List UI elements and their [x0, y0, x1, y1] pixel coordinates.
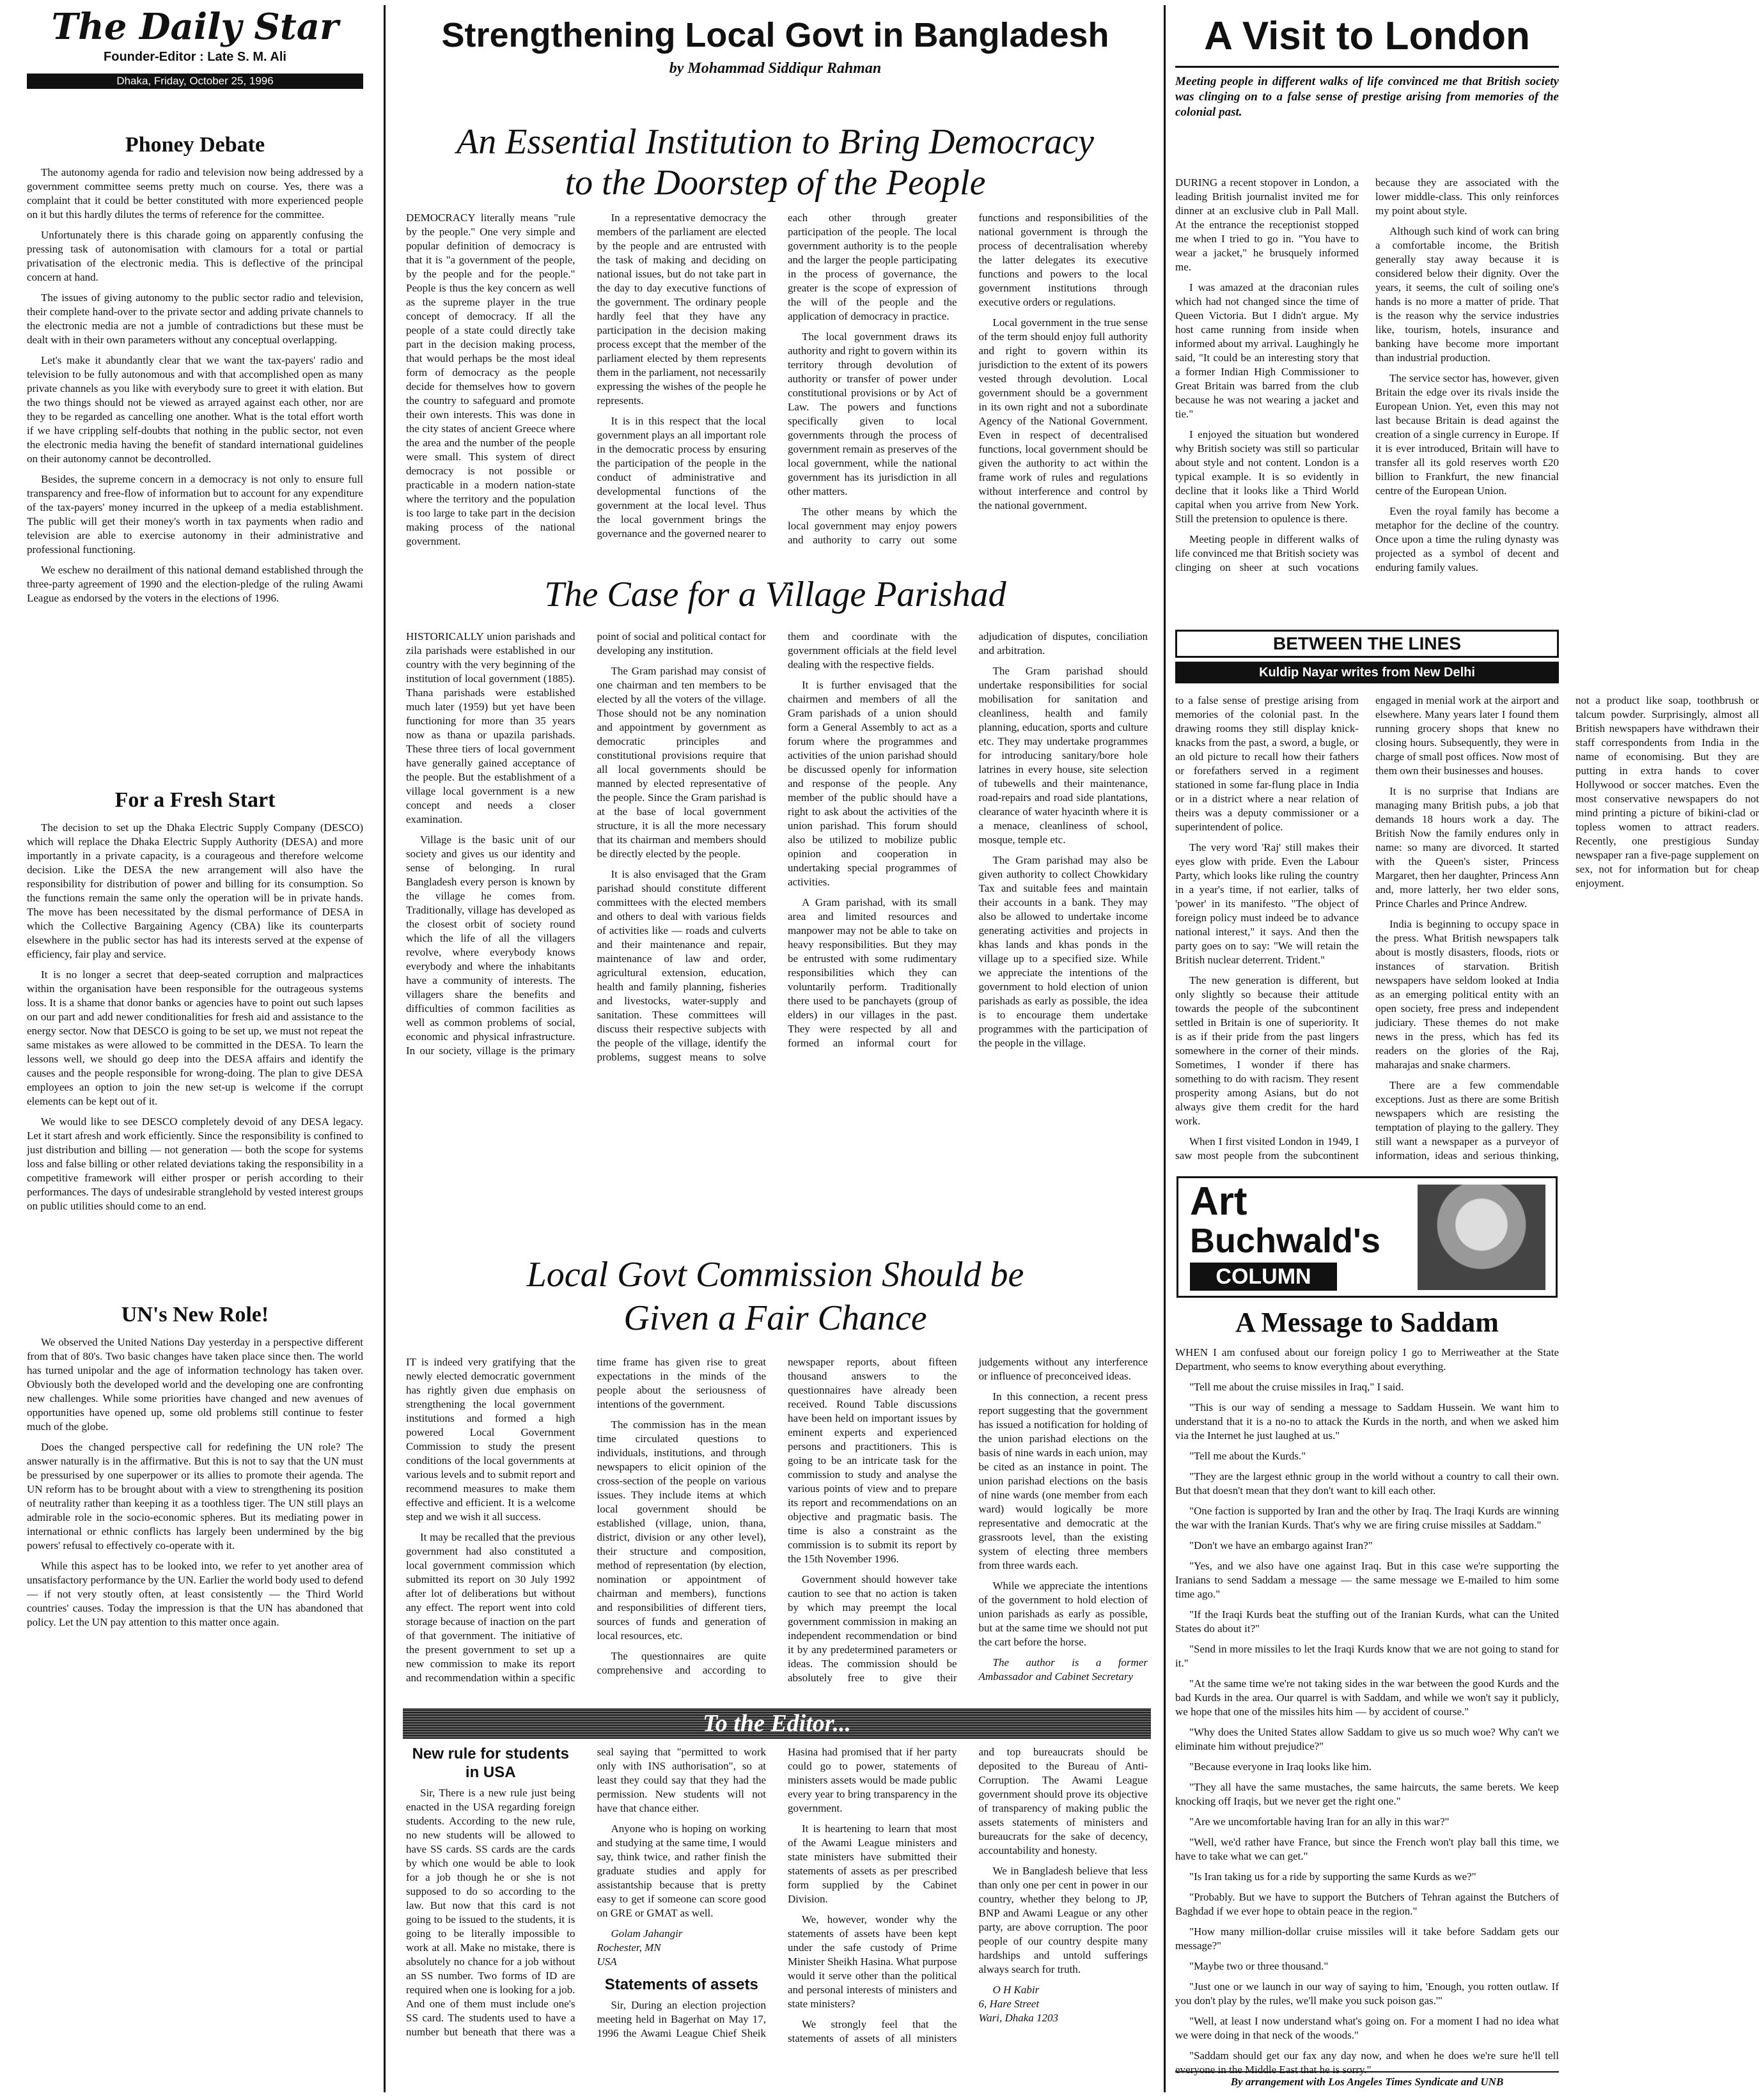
paragraph: It is also envisaged that the Gram parishad should constitute different committees with the elected members and others to deal with various fields of activities like — roads and culverts and their maintenance and repair, maintenance of law and order, agricultural extension, education, health and family planning, fisheries and livestocks, water-supply and sanitation. These committees will discuss their respective subjects with the people of the village, identify the problems, suggest means to solve them and coordinate with the government officials at the field level dealing with the respective fields.: [597, 630, 957, 1063]
paragraph: There are a few commendable exceptions. Just as there are some British newspapers which are resisting the temptation of playing to the gallery. They still want a newspaper as a purveyor of information, ideas and serious thinking, not a product like soap, toothbrush or talcum powder. Surprisingly, almost all British newspapers have withdrawn their staff correspondents from India in the name of economising. But they are putting in extra hands to cover Hollywood or soccer matches. Even the most conservative newspapers do not mind printing a picture of bikini-clad or topless women to attract readers. Recently, one prestigious Sunday newspaper ran a five-page supplement on sex, not for information but for cheap enjoyment.: [1375, 694, 1759, 1162]
letter-title: New rule for students: [412, 1745, 569, 1762]
paragraph: The Gram parishad may also be given authority to collect Chowkidary Tax and suitable fees and maintain their accounts in a bank. They may also be allowed to undertake income generating activities and projects in khas lands and khas ponds in the village up to a specified size. While we appreciate the intentions of the government to hold election of union parishads as early as possible, the idea is to encourage them undertake programmes with the participation of the people in the village.: [978, 854, 1148, 1049]
paragraph: "Well, at least I now understand what's going on. For a moment I had no idea what we were doing in that neck of the woods.": [1175, 2015, 1559, 2041]
paragraph: "They all have the same mustaches, the same haircuts, the same berets. We keep knocking off Iraqis, but we never get the right one.": [1175, 1781, 1559, 1807]
paragraph: The new generation is different, but only slightly so because their attitude towards the people of the subcontinent settled in Britain is one of superiority. It is as if their pride from the past lingers somewhere in the corner of their minds. Sometimes, I wonder if there has something to do with racism. They resent prosperity among Asians, but do not always give them credit for the hard work.: [1175, 974, 1359, 1127]
london-headline: A Visit to London: [1204, 14, 1530, 58]
section-three-body: [406, 1355, 1148, 1704]
paragraph: It is no longer a secret that deep-seated corruption and malpractices within the organisation have been responsible for the outrageous systems loss. It is a shame that donor banks or agencies have to point out such lapses on our part and add newer conditionalities for fresh aid and assistance to the energy sector. Now that DESCO is going to be set up, we must not repeat the same mistakes as were allowed to be committed in the DESA. To learn the lessons well, we should go deep into the DESA affairs and identify the causes and the people responsible for wrong-doing. The plan to give DESA employees an option to join the new set-up is welcome if the corrupt elements can be kept out of it.: [27, 968, 363, 1107]
paragraph: We in Bangladesh believe that less than only one per cent in power in our country, whether they belong to JP, BNP and Awami League or any other party, are above corruption. The poor people of our country despite many hardships and untold sufferings always search for truth.: [978, 1865, 1148, 1975]
section-two-title: [396, 572, 1154, 623]
paragraph: The commission has in the mean time circulated questions to individuals, institutions, and through newspapers to elicit opinion of the cross-section of the people on various issues. They include items at which local government should be established (village, union, thana, district, division or any other level), their structure and composition, method of representation (by election, nomination or appointment of chairman and members), functions and responsibilities of different tiers, sources of funds and generation of local resources, etc.: [597, 1419, 766, 1642]
paragraph: It is heartening to learn that most of the Awami League ministers and state ministers have submitted their statements of assets as per prescribed form supplied by the Cabinet Division.: [788, 1823, 957, 1905]
paragraph: When I first visited London in 1949, I saw most people from the subcontinent engaged in menial work at the airport and elsewhere. Many years later I found them running grocery shops that knew no closing hours. Subsequently, they were in charge of small post offices. Now most of them own their businesses and houses.: [1175, 694, 1559, 1162]
paragraph: We would like to see DESCO completely devoid of any DESA legacy. Let it start afresh and work efficiently. Since the responsibility is confined to just distribution and billing — not generation — both the scope for systems loss and false billing or other related deviations taking the responsibility in a competitive framework will either prosper or perish according to their performances. The days of undesirable stranglehold by vested interest groups on public utilities should come to an end.: [27, 1116, 363, 1212]
paragraph: "Tell me about the cruise missiles in Iraq," I said.: [1189, 1381, 1404, 1393]
section-three-title: [396, 1253, 1154, 1349]
paragraph: The autonomy agenda for radio and television now being addressed by a government committee seems pretty much on course. Yes, there was a complaint that it could be better constituted with more experienced people on it but this hardly dilutes the terms of reference for the committee.: [27, 166, 363, 221]
paragraph: "Because everyone in Iraq looks like him.: [1189, 1761, 1372, 1773]
paragraph: "Just one or we launch in our way of saying to him, 'Enough, you rotten outlaw. If you don't play by the rules, we'll make you suck poison gas.'": [1175, 1980, 1559, 2007]
section-one-body: [406, 211, 1148, 569]
banner-line: Buchwald's: [1190, 1222, 1380, 1260]
paragraph: Meeting people in different walks of life convinced me that British society was clinging on sheer at such vocations because they are associated with the lower middle-class. This only reinforces my point about style.: [1175, 176, 1559, 573]
editorial-phoney-debate: [27, 131, 363, 783]
editorial-title: UN's New Role!: [121, 1303, 269, 1326]
paragraph: Government should however take caution to see that no action is taken by which may preempt the local government commission in making an independent recommendation or bind it by any predetermined parameters or ideas. The commission should be absolutely free to give their judgements without any interference or influence of preconceived ideas.: [788, 1356, 1148, 1684]
paragraph: While we appreciate the intentions of the government to hold election of union parishads as early as possible, but at the same time we should not put the cart before the horse.: [978, 1580, 1148, 1648]
paragraph: "Maybe two or three thousand.": [1189, 1960, 1329, 1972]
london-body: [1175, 176, 1559, 617]
paragraph: "Probably. But we have to support the Butchers of Tehran against the Butchers of Baghdad if we ever hope to obtain peace in the region.": [1175, 1891, 1559, 1917]
paragraph: Does the changed perspective call for redefining the UN role? The answer naturally is in the affirmative. But this is not to say that the UN must be pressurised by one superpower or its allies to promote their agenda. The UN reform has to be brought about with a view to strengthening its position of neutrality rather than keeping it as a toothless tiger. The UN still plays an admirable role in the socio-economic spheres. But its mediating power in international or ethnic conflicts has largely been undermined by the big powers' refusal to effectively co-operate with it.: [27, 1441, 363, 1552]
paragraph: India is beginning to occupy space in the press. What British newspapers talk about is mostly disasters, floods, riots or instances of starvation. British newspapers have seldom looked at India as an emerging political entity with an open society, free press and independent judiciary. These themes do not make news in the press, which has fed its readers on the glories of the Raj, maharajas and snake charmers.: [1375, 918, 1559, 1071]
paragraph: Even the royal family has become a metaphor for the decline of the country. Once upon a time the ruling dynasty was projected as a symbol of decent and enduring family values.: [1375, 505, 1559, 573]
paragraph: "Are we uncomfortable having Iran for an ally in this war?": [1189, 1816, 1450, 1828]
paragraph: Local government in the true sense of the term should enjoy full authority and right to govern within its jurisdiction to the extent of its powers vested through devolution. Local government should be a government in its own right and not a subordinate Agency of the National Government. Even in respect of decentralised functions, local government should be given the authority to act within the frame work of rules and regulations without interference and control by the national government.: [978, 316, 1148, 511]
main-feature-header: [396, 13, 1154, 89]
banner-box: [1175, 630, 1559, 658]
letter-title: Statements of assets: [604, 1976, 758, 1993]
letter-title: in USA: [465, 1764, 516, 1781]
section-title-line: Local Govt Commission Should be: [526, 1255, 1024, 1295]
banner-line: Art: [1190, 1179, 1247, 1224]
paragraph: Village is the basic unit of our society and gives us our identity and sense of belonging. In rural Bangladesh every person is known by the village he comes from. Traditionally, village has developed as the closest orbit of society round which the life of all the villagers revolve, where everybody knows everybody and where the inhabitants have a community of interests. The villagers share the benefits and difficulties of common facilities as well as common problems of social, economic and physical infrastructure. In our society, village is the primary point of social and political contact for developing any institution.: [406, 630, 766, 1057]
author-note: The author is a former Ambassador and Cabinet Secretary: [978, 1656, 1148, 1683]
column-rule: [384, 5, 386, 2092]
paragraph: The local government draws its authority and right to govern within its territory through devolution of authority or transfer of power under constitutional provisions or by Act of Law. The powers and functions specifically given to local governments through the process of government remain as preserves of the local government, while the national government has its jurisdiction in all other matters.: [788, 331, 957, 497]
paragraph: The Gram parishad may consist of one chairman and ten members to be elected by all the voters of the village. Those should not be any nomination and appointment by government as democratic principles and constitutional provisions require that all local governments should be manned by elected representative of the people. Since the Gram parishad is at the base of local government structure, it is all the more necessary that its chairman and members should be directly elected by the people.: [597, 665, 766, 860]
paragraph: "Tell me about the Kurds.": [1189, 1450, 1306, 1462]
paragraph: "Why does the United States allow Saddam to give us so much woe? Why can't we eliminate him without prejudice?": [1175, 1726, 1559, 1752]
paragraph: The decision to set up the Dhaka Electric Supply Company (DESCO) which will replace the Dhaka Electric Supply Authority (DESA) and more importantly in a private capacity, is a courageous and therefore welcome decision. Like the DESA the new arrangement will also have the responsibility for distribution of power and billing for its consumption. So the functions remain the same only the operation will be in private hands. The move has been necessitated by the dismal performance of DESA in which the Collective Bargaining Agency (CBA) like its counterparts elsewhere in the public sector has had its interests served at the expense of efficiency, fair play and service.: [27, 821, 363, 960]
paragraph: "One faction is supported by Iran and the other by Iraq. The Iraqi Kurds are winning the war with the Iranian Kurds. That's why we are firing cruise missiles at Saddam.": [1175, 1505, 1559, 1531]
date-line: Dhaka, Friday, October 25, 1996: [27, 74, 363, 89]
buchwald-headline: A Message to Saddam: [1235, 1307, 1499, 1338]
paragraph: "If the Iraqi Kurds beat the stuffing out of the Iranian Kurds, what can the United States do about it?": [1175, 1608, 1559, 1635]
byline: by Mohammad Siddiqur Rahman: [669, 60, 882, 77]
paragraph: "Is Iran taking us for a ride by supporting the same Kurds as we?": [1189, 1871, 1476, 1883]
paragraph: It is further envisaged that the chairmen and members of all the Gram parishads of a union should form a General Assembly to act as a forum where the programmes and activities of the union parishad should be discussed openly for information and response of the people. Any member of the public should have a right to ask about the activities of the union parishad. This forum should also be utilized to mobilize public opinion and cooperation in undertaking special programmes of activities.: [788, 679, 957, 888]
section-two-body: [406, 630, 1148, 1240]
london-header: [1175, 10, 1559, 176]
author-photo: [1418, 1185, 1545, 1290]
paragraph: Sir, During an election projection meeting held in Bagerhat on May 17, 1996 the Awami League Chief Sheik Hasina had promised that if her party could go to power, statements of ministers assets would be made public every year to bring transparency in the government.: [597, 1746, 957, 2039]
paragraph: WHEN I am confused about our foreign policy I go to Merriweather at the State Department, who seems to know everything about everything.: [1175, 1346, 1559, 1373]
paragraph: While this aspect has to be looked into, we refer to yet another area of unsatisfactory performance by the UN. Earlier the world body used to defend — if not very stoutly often, at least consistently — the Third World countries' causes. Today the impression is that the UN has abandoned that policy. Let the UN pay attention to this matter once again.: [27, 1560, 363, 1628]
buchwald-body: [1175, 1346, 1559, 2076]
paragraph: Although such kind of work can bring a comfortable income, the British generally stay away because it is considered below their dignity. Over the years, it seems, the cult of soiling one's hands is no more a matter of pride. That is the reason why the service industries like, tourism, hotels, insurance and banking have become more important than industrial production.: [1375, 225, 1559, 364]
paragraph: I was amazed at the draconian rules which had not changed since the time of Queen Victoria. But I didn't argue. My host came running from inside when informed about my arrival. Laughingly he said, "It could be an interesting story that a former Indian High Commissioner to Great Britain was barred from the club because he was not wearing a jacket and tie.": [1175, 281, 1359, 420]
masthead: [27, 6, 363, 102]
paragraph: The issues of giving autonomy to the public sector radio and television, their complete hand-over to the private sector and adding private channels to the electronic media are not a jumble of contradictions but these must be dealt with in their own parameters without any conceptual overlapping.: [27, 292, 363, 346]
paragraph: The very word 'Raj' still makes their eyes glow with pride. Even the Labour Party, which looks like ruling the country in a year's time, if not earlier, talks of 'power' in its manifesto. "The object of foreign policy must indeed be to advance national interest," it says. And then the party goes on to say: "We will retain the British nuclear deterrent. Trident.": [1175, 841, 1359, 966]
paragraph: In this connection, a recent press report suggesting that the government has issued a notification for holding of the union parishad elections on the basis of nine wards in each union, may be cited as an instance in point. The union parishad elections on the basis of nine wards (one member from each ward) would logically be more representative and democratic at the grassroots level, than the existing system of electing three members from three wards each.: [978, 1390, 1148, 1571]
paragraph: IT is indeed very gratifying that the newly elected democratic government has rightly given due emphasis on strengthening the local government institutions and formed a high powered Local Government Commission to study the present conditions of the local governments at various levels and to submit report and recommend measures to make them effective and efficient. It is a welcome step and we wish it all success.: [406, 1356, 575, 1523]
paragraph: Unfortunately there is this charade going on apparently confusing the pressing task of autonomisation with clamours for a total or partial privatisation of the electronic media. This is deflective of the principal concern at hand.: [27, 229, 363, 283]
main-headline: Strengthening Local Govt in Bangladesh: [441, 16, 1109, 54]
paragraph: "Yes, and we also have one against Iraq. But in this case we're supporting the Iranians to send Saddam a message — the same message we E-mailed to him some time ago.": [1175, 1560, 1559, 1600]
paragraph: A Gram parishad, with its small area and limited resources and manpower may not be able to take on heavy responsibilities. But they may be entrusted with some rudimentary responsibilities which they can voluntarily perform. Traditionally there used to be panchayets (group of elders) in our villages in the past. They were respected by all and formed an informal court for adjudication of disputes, conciliation and arbitration.: [788, 630, 1148, 1049]
letters-banner: To the Editor...: [403, 1708, 1151, 1739]
editorial-un-role: [27, 1301, 363, 2090]
section-title-line: An Essential Institution to Bring Democracy: [457, 122, 1094, 162]
paragraph: "They are the largest ethnic group in the world without a country to call their own. But that doesn't mean that they don't want to kill each other.: [1175, 1470, 1559, 1497]
paragraph: to a false sense of prestige arising from memories of the colonial past. In the drawing rooms they still display knick-knacks from the past, a sword, a bugle, or an old picture to recall how their fathers or forefathers served in a regiment stationed in some far-flung place in India or in a district where a near relation of theirs was a deputy commissioner or a superintendent of police.: [1175, 694, 1359, 833]
paragraph: "Saddam should get our fax any day now, and when he does we're sure he'll tell everyone in the Middle East that he is sorry.": [1175, 2049, 1559, 2076]
letter-signature: O H Kabir 6, Hare Street Wari, Dhaka 1203: [978, 1984, 1059, 2024]
rule: [1175, 66, 1559, 68]
between-the-lines-banner: [1175, 630, 1559, 687]
paragraph: It may be recalled that the previous government had also constituted a local government commission which submitted its report on 30 July 1992 after lot of deliberations but without any effect. The report went into cold storage because of inaction on the part of that government. The initiative of the present government to set up a new commission to make its report and recommendation within a specific time frame has given rise to great expectations in the minds of the people about the seriousness of intentions of the government.: [406, 1356, 766, 1684]
paragraph: "Don't we have an embargo against Iran?": [1189, 1539, 1373, 1552]
paragraph: In a representative democracy the members of the parliament are elected by the people and are entrusted with the task of making and deciding on national issues, but do not take part in the day to day executive functions of the government. The ordinary people hardly feel that they have any participation in the decision making process except that the member of the parliament elected by them represents them in the parliament, not necessarily expressing the wishes of the people he represents.: [597, 212, 766, 407]
paragraph: DURING a recent stopover in London, a leading British journalist invited me for dinner at an exclusive club in Pall Mall. At the entrance the receptionist stopped me when I tried to go in. "You have to wear a jacket," he brusquely informed me.: [1175, 176, 1359, 273]
founder-editor: Founder-Editor : Late S. M. Ali: [104, 50, 286, 64]
section-title-line: to the Doorstep of the People: [565, 163, 986, 203]
paragraph: The service sector has, however, given Britain the edge over its rivals inside the European Union. Yet, even this may not last because Britain is dead against the creation of a single currency in Europe. If it is ever introduced, Britain will have to transfer all its gold reserves worth £20 billion to Frankfurt, the new financial centre of the European Union.: [1375, 372, 1559, 497]
london-standfirst: Meeting people in different walks of life convinced me that British society was clinging on to a false sense of prestige arising from memories of the colonial past.: [1175, 75, 1559, 119]
paragraph: Let's make it abundantly clear that we want the tax-payers' radio and television to be fully autonomous and with that accomplished open as many private channels as you like with everybody sure to greet it with elation. But the two things should not be viewed as arrayed against each other, nor are they to be regarded as cancelling one another. What is the total effort worth if we have crippling self-doubts that nothing in the public sector, not even the electronic media having the benefit of standard international guidelines on their autonomy cannot be decontrolled.: [27, 354, 363, 465]
buchwald-banner: [1177, 1176, 1558, 1298]
paragraph: "At the same time we're not taking sides in the war between the good Kurds and the bad Kurds in the area. Our quarrel is with Saddam, and while we won't say it publicly, we hope that one of the missiles hits him — by accident of course.": [1175, 1677, 1559, 1718]
paragraph: HISTORICALLY union parishads and zila parishads were established in our country with the very beginning of the institution of local government (1885). Thana parishads were established much later (1959) but yet have been functioning for more than 35 years now as thana or upazila parishads. These three tiers of local government have generally gained acceptance of the people. But the establishment of a village local government is a new concept and needs a closer examination.: [406, 630, 575, 825]
column-sub: Kuldip Nayar writes from New Delhi: [1175, 662, 1559, 683]
editorial-title: For a Fresh Start: [114, 788, 276, 812]
paragraph: Sir, There is a new rule just being enacted in the USA regarding foreign students. According to the new rule, no new students will be allowed to have SS cards. SS cards are the cards by which one would be able to look for a job though he or she is not supposed to do so according to the law. But now that this card is not going to be issued to the students, it is going to be literally impossible to work at all. Make no mistake, there is absolutely no chance for a job without an SS number. Two forms of ID are required when one is looking for a job. And one of them must include one's SS card. The students used to have a number but beneath that there was a seal saying that "permitted to work only with INS authorisation", so at least they could say that they had the permission. New students will not have that chance either.: [406, 1746, 766, 2038]
paragraph: Anyone who is hoping on working and studying at the same time, I would say, think twice, and rather finish the graduate studies and apply for assistantship because that is pretty easy to get if someone can score good on GRE or GMAT as well.: [597, 1823, 766, 1919]
london-lower-body: [1175, 694, 1759, 1170]
paragraph: We observed the United Nations Day yesterday in a perspective different from that of 80's. Two basic changes have taken place since then. The world has turned unipolar and the age of information technology has taken over. Obviously both the developed world and the developing one are confronting new challenges. While some priorities have changed and new avenues of opportunities have opened up, some old problems still continue to fester much of the globe.: [27, 1336, 363, 1433]
column-banner: BETWEEN THE LINES: [1272, 634, 1461, 653]
paragraph: "Send in more missiles to let the Iraqi Kurds know that we are not going to stand for it.": [1175, 1643, 1559, 1669]
editorial-title: Phoney Debate: [125, 133, 265, 157]
paragraph: "This is our way of sending a message to Saddam Hussein. We want him to understand that it is a no-no to attack the Kurds in the north, and when we asked him via the Internet he just laughed at us.": [1175, 1401, 1559, 1442]
banner-line: COLUMN: [1190, 1263, 1337, 1291]
buchwald-headline-block: [1175, 1304, 1559, 1342]
syndication-credit: By arrangement with Los Angeles Times Syndicate and UNB: [1175, 2071, 1559, 2094]
paragraph: We eschew no derailment of this national demand established through the three-party agreement of 1990 and the election-pledge of the ruling Awami League as endorsed by the voters in the elections of 1996.: [27, 564, 363, 604]
paragraph: The other means by which the local government may enjoy powers and authority to carry out some functions and responsibilities of the national government is through the process of decentralisation whereby the latter delegates its executive functions and powers to the local government institutions through executive orders or regulations.: [788, 212, 1148, 546]
paragraph: It is no surprise that Indians are managing many British pubs, a job that demands 18 hours work a day. The British Now the family endures only in name: so many are divorced. It started with the Queen's sister, Princess Margaret, then her daughter, Princess Ann and, more latterly, her two elder sons, Prince Charles and Prince Andrew.: [1375, 785, 1559, 910]
paragraph: I enjoyed the situation but wondered why British society was still so particular about style and not content. London is a typical example. It is so evidently in decline that it looks like a Third World capital when you arrive from New York. Still the pretension to opulence is there.: [1175, 428, 1359, 525]
paragraph: "Well, we'd rather have France, but since the French won't play ball this time, we have to take what we can get.": [1175, 1836, 1559, 1862]
paragraph: The questionnaires are quite comprehensive and according to newspaper reports, about fifteen thousand answers to the questionnaires have already been received. Round Table discussions have been held on important issues by eminent experts and experienced persons and practitioners. This is going to be an intricate task for the commission to study and analyse the various points of view and to prepare its report and recommendations on an objective and pragmatic basis. The time is also a constraint as the commission is to submit its report by the 15th November 1996.: [597, 1356, 957, 1676]
section-title-line: Given a Fair Chance: [623, 1298, 927, 1338]
paragraph: It is in this respect that the local government plays an all important role in the democratic process by ensuring the participation of the people in the conduct of administrative and developmental functions of the government at the local level. Thus the local government brings the governance and the governed nearer to each other through greater participation of the people. The local government authority is to the people and the larger the people participating in the process of governance, the greater is the scope of expression of the will of the people and the application of democracy in practice.: [597, 212, 957, 540]
paragraph: DEMOCRACY literally means "rule by the people." One very simple and popular definition of democracy is that it is "a government of the people, by the people and for the people." People is thus the key concern as well as the supreme player in the true concept of democracy. If all the people of a state could directly take part in the decision making process, that would perhaps be the most ideal form of democracy as the people decide for themselves how to govern the country to safeguard and promote their own interests. This was done in the city states of ancient Greece where the area and the number of the people were small. This system of direct democracy is not possible or practicable in a modern nation-state where the territory and the population is too large to take part in the decision making process of the national government.: [406, 212, 575, 547]
paragraph: Besides, the supreme concern in a democracy is not only to ensure full transparency and free-flow of information but to account for any expenditure of the tax-payers' money incurred in the upkeep of a media establishment. The public will get their money's worth in tax payments when radio and television are able to exercise autonomy in their administrative and professional functioning.: [27, 473, 363, 556]
paper-name: The Daily Star: [51, 6, 339, 48]
section-title: The Case for a Village Parishad: [544, 575, 1006, 614]
section-one-title: [396, 121, 1154, 205]
letters-body: [406, 1745, 1148, 2094]
editorial-fresh-start: [27, 786, 363, 1298]
letter-signature: Golam Jahangir Rochester, MN USA: [597, 1927, 683, 1968]
paragraph: We, however, wonder why the statements of assets have been kept under the safe custody of Prime Minister Sheikh Hasina. What purpose would it serve other than the political and personal interests of ministers and state ministers?: [788, 1913, 957, 2010]
paragraph: The Gram parishad should undertake responsibilities for social mobilisation for sanitation and cleanliness, health and family planning, education, sports and culture etc. They may undertake programmes for introducing sanitary/bore hole latrines in every house, site selection of tubewells and their maintenance, road-repairs and road side plantations, clearance of water hyacinth where it is a menace, cleanliness of school, mosque, temple etc.: [978, 665, 1148, 846]
column-rule: [1164, 5, 1166, 2092]
paragraph: We strongly feel that the statements of assets of all ministers and top bureaucrats should be deposited to the Bureau of Anti-Corruption. The Awami League government should prove its objective of transparency of making public the assets statements of ministers and bureaucrats for the sake of decency, accountability and honesty.: [788, 1746, 1148, 2044]
paragraph: "How many million-dollar cruise missiles will it take before Saddam gets our message?": [1175, 1925, 1559, 1952]
